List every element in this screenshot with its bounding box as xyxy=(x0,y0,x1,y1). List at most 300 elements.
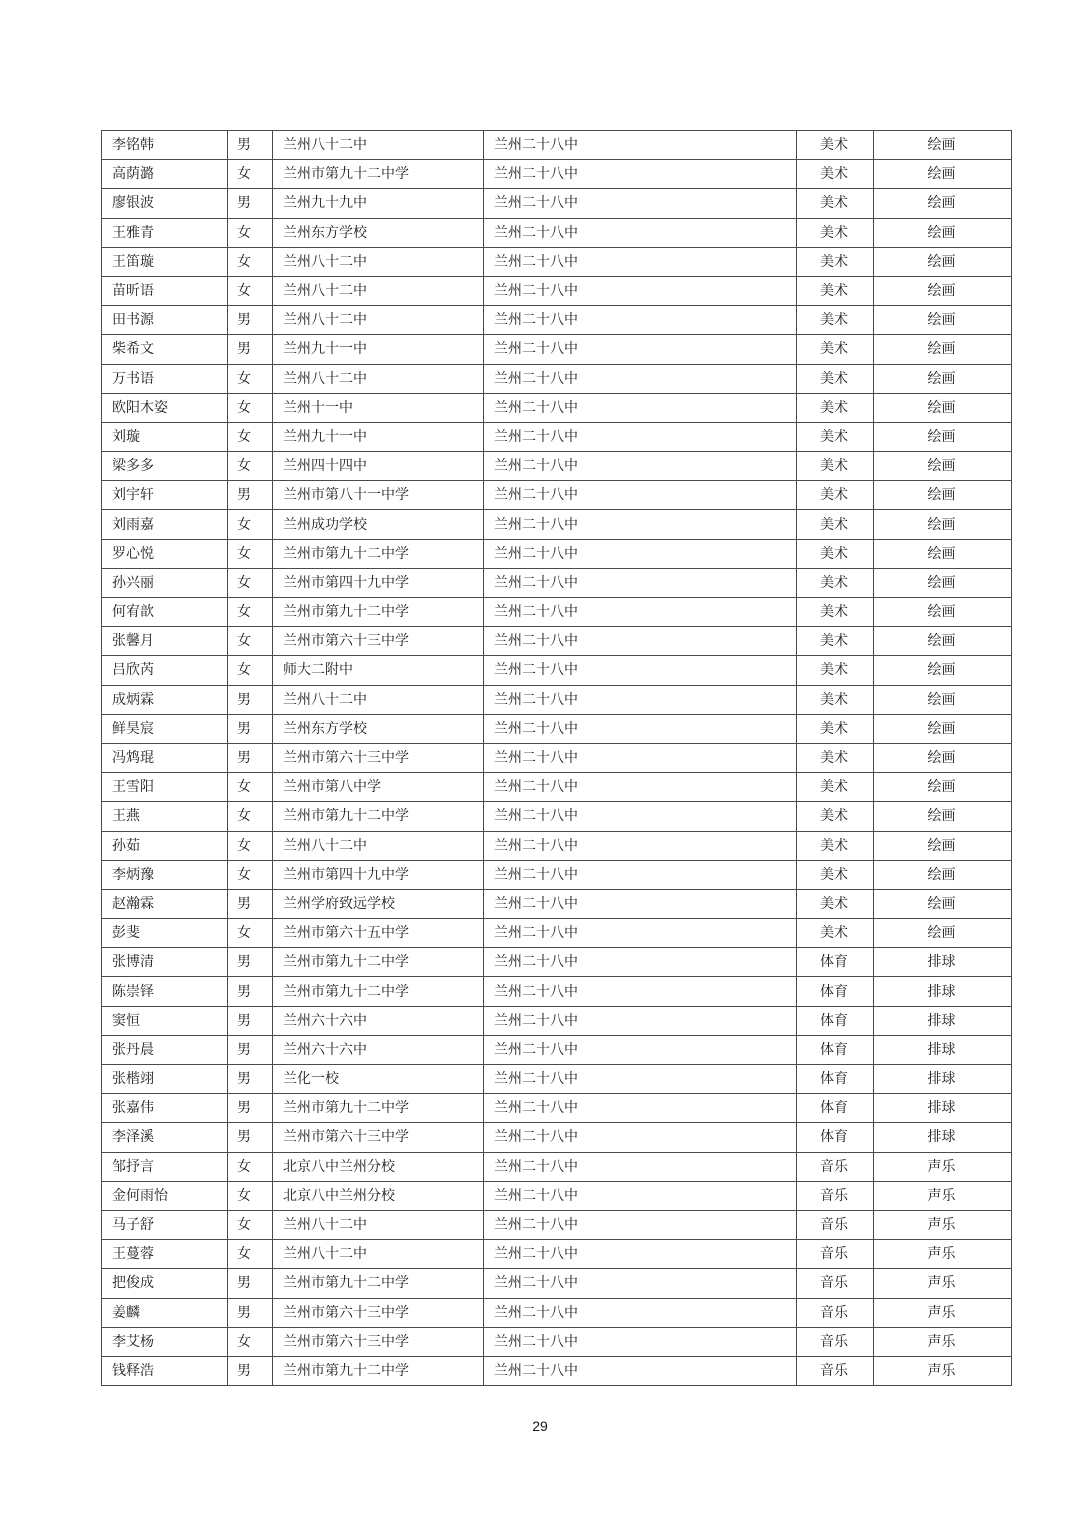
cell-graduating-school: 兰州东方学校 xyxy=(273,218,484,247)
table-row xyxy=(102,889,1012,918)
cell-admitted-school: 兰州二十八中 xyxy=(484,1094,797,1123)
cell-graduating-school: 兰州九十一中 xyxy=(273,422,484,451)
cell-category: 体育 xyxy=(797,1035,874,1064)
cell-gender: 男 xyxy=(228,1269,273,1298)
cell-category: 音乐 xyxy=(797,1269,874,1298)
cell-student-name: 金何雨怡 xyxy=(102,1181,228,1210)
cell-graduating-school: 兰州市第九十二中学 xyxy=(273,802,484,831)
cell-gender: 女 xyxy=(228,276,273,305)
cell-admitted-school: 兰州二十八中 xyxy=(484,131,797,160)
cell-specialty-item: 绘画 xyxy=(874,422,1012,451)
cell-graduating-school: 兰州六十六中 xyxy=(273,1035,484,1064)
cell-category: 美术 xyxy=(797,568,874,597)
cell-admitted-school: 兰州二十八中 xyxy=(484,276,797,305)
table-row xyxy=(102,714,1012,743)
cell-gender: 男 xyxy=(228,1356,273,1385)
cell-admitted-school: 兰州二十八中 xyxy=(484,598,797,627)
cell-category: 美术 xyxy=(797,306,874,335)
cell-gender: 女 xyxy=(228,773,273,802)
cell-gender: 女 xyxy=(228,160,273,189)
cell-gender: 男 xyxy=(228,948,273,977)
cell-specialty-item: 排球 xyxy=(874,1006,1012,1035)
cell-graduating-school: 兰州市第九十二中学 xyxy=(273,977,484,1006)
cell-specialty-item: 绘画 xyxy=(874,510,1012,539)
cell-category: 美术 xyxy=(797,743,874,772)
cell-specialty-item: 绘画 xyxy=(874,860,1012,889)
table-row xyxy=(102,1356,1012,1385)
cell-student-name: 张楷翊 xyxy=(102,1065,228,1094)
cell-gender: 女 xyxy=(228,247,273,276)
cell-graduating-school: 兰州市第六十三中学 xyxy=(273,627,484,656)
cell-category: 体育 xyxy=(797,1123,874,1152)
cell-student-name: 欧阳木姿 xyxy=(102,393,228,422)
cell-category: 美术 xyxy=(797,189,874,218)
cell-graduating-school: 兰州六十六中 xyxy=(273,1006,484,1035)
cell-specialty-item: 排球 xyxy=(874,977,1012,1006)
table-row xyxy=(102,1006,1012,1035)
cell-category: 美术 xyxy=(797,860,874,889)
cell-graduating-school: 兰州市第八中学 xyxy=(273,773,484,802)
cell-gender: 女 xyxy=(228,539,273,568)
cell-student-name: 万书语 xyxy=(102,364,228,393)
cell-student-name: 田书源 xyxy=(102,306,228,335)
cell-graduating-school: 兰州八十二中 xyxy=(273,276,484,305)
cell-category: 美术 xyxy=(797,276,874,305)
cell-gender: 男 xyxy=(228,1123,273,1152)
table-row xyxy=(102,247,1012,276)
cell-gender: 女 xyxy=(228,656,273,685)
cell-student-name: 窦恒 xyxy=(102,1006,228,1035)
cell-gender: 男 xyxy=(228,889,273,918)
cell-gender: 女 xyxy=(228,919,273,948)
cell-admitted-school: 兰州二十八中 xyxy=(484,860,797,889)
cell-admitted-school: 兰州二十八中 xyxy=(484,1123,797,1152)
cell-admitted-school: 兰州二十八中 xyxy=(484,1269,797,1298)
cell-student-name: 王燕 xyxy=(102,802,228,831)
student-roster-table xyxy=(101,130,1012,1386)
cell-student-name: 李泽溪 xyxy=(102,1123,228,1152)
cell-student-name: 张馨月 xyxy=(102,627,228,656)
cell-category: 美术 xyxy=(797,889,874,918)
table-row xyxy=(102,510,1012,539)
cell-student-name: 姜麟 xyxy=(102,1298,228,1327)
cell-gender: 男 xyxy=(228,131,273,160)
cell-admitted-school: 兰州二十八中 xyxy=(484,247,797,276)
cell-admitted-school: 兰州二十八中 xyxy=(484,1327,797,1356)
cell-specialty-item: 绘画 xyxy=(874,131,1012,160)
cell-specialty-item: 绘画 xyxy=(874,627,1012,656)
cell-specialty-item: 绘画 xyxy=(874,568,1012,597)
cell-admitted-school: 兰州二十八中 xyxy=(484,393,797,422)
cell-gender: 女 xyxy=(228,393,273,422)
cell-gender: 女 xyxy=(228,364,273,393)
cell-specialty-item: 绘画 xyxy=(874,218,1012,247)
cell-specialty-item: 声乐 xyxy=(874,1327,1012,1356)
table-row xyxy=(102,276,1012,305)
cell-gender: 男 xyxy=(228,1298,273,1327)
cell-student-name: 彭斐 xyxy=(102,919,228,948)
cell-category: 美术 xyxy=(797,685,874,714)
cell-category: 美术 xyxy=(797,335,874,364)
roster-table-body xyxy=(102,131,1012,1386)
table-row xyxy=(102,743,1012,772)
cell-student-name: 钱释浩 xyxy=(102,1356,228,1385)
cell-gender: 男 xyxy=(228,189,273,218)
cell-specialty-item: 绘画 xyxy=(874,364,1012,393)
cell-admitted-school: 兰州二十八中 xyxy=(484,481,797,510)
cell-category: 体育 xyxy=(797,1006,874,1035)
table-row xyxy=(102,218,1012,247)
cell-specialty-item: 绘画 xyxy=(874,831,1012,860)
cell-category: 音乐 xyxy=(797,1356,874,1385)
cell-specialty-item: 声乐 xyxy=(874,1210,1012,1239)
table-row xyxy=(102,1035,1012,1064)
cell-admitted-school: 兰州二十八中 xyxy=(484,452,797,481)
table-row xyxy=(102,422,1012,451)
cell-student-name: 梁多多 xyxy=(102,452,228,481)
cell-specialty-item: 声乐 xyxy=(874,1356,1012,1385)
cell-student-name: 成炳霖 xyxy=(102,685,228,714)
cell-category: 体育 xyxy=(797,1094,874,1123)
cell-gender: 男 xyxy=(228,1035,273,1064)
cell-category: 美术 xyxy=(797,919,874,948)
cell-category: 美术 xyxy=(797,714,874,743)
table-row xyxy=(102,977,1012,1006)
cell-category: 体育 xyxy=(797,977,874,1006)
cell-graduating-school: 兰州十一中 xyxy=(273,393,484,422)
cell-student-name: 张博清 xyxy=(102,948,228,977)
cell-student-name: 李铭韩 xyxy=(102,131,228,160)
cell-admitted-school: 兰州二十八中 xyxy=(484,568,797,597)
cell-gender: 男 xyxy=(228,481,273,510)
cell-graduating-school: 兰州市第九十二中学 xyxy=(273,1094,484,1123)
table-row xyxy=(102,948,1012,977)
cell-admitted-school: 兰州二十八中 xyxy=(484,1152,797,1181)
cell-specialty-item: 排球 xyxy=(874,1035,1012,1064)
cell-student-name: 何宥歆 xyxy=(102,598,228,627)
cell-admitted-school: 兰州二十八中 xyxy=(484,539,797,568)
table-row xyxy=(102,1094,1012,1123)
cell-admitted-school: 兰州二十八中 xyxy=(484,306,797,335)
cell-specialty-item: 排球 xyxy=(874,948,1012,977)
cell-category: 美术 xyxy=(797,160,874,189)
cell-student-name: 马子舒 xyxy=(102,1210,228,1239)
cell-graduating-school: 兰州市第四十九中学 xyxy=(273,860,484,889)
cell-category: 美术 xyxy=(797,627,874,656)
cell-graduating-school: 兰州八十二中 xyxy=(273,247,484,276)
cell-specialty-item: 绘画 xyxy=(874,919,1012,948)
cell-category: 音乐 xyxy=(797,1181,874,1210)
table-row xyxy=(102,1065,1012,1094)
cell-category: 美术 xyxy=(797,656,874,685)
cell-admitted-school: 兰州二十八中 xyxy=(484,1356,797,1385)
cell-specialty-item: 声乐 xyxy=(874,1181,1012,1210)
cell-graduating-school: 兰州八十二中 xyxy=(273,1240,484,1269)
table-row xyxy=(102,1181,1012,1210)
cell-student-name: 张嘉伟 xyxy=(102,1094,228,1123)
table-row xyxy=(102,481,1012,510)
cell-student-name: 李艾杨 xyxy=(102,1327,228,1356)
cell-student-name: 罗心悦 xyxy=(102,539,228,568)
cell-student-name: 李炳豫 xyxy=(102,860,228,889)
cell-specialty-item: 绘画 xyxy=(874,160,1012,189)
cell-gender: 男 xyxy=(228,1006,273,1035)
cell-specialty-item: 绘画 xyxy=(874,802,1012,831)
cell-graduating-school: 兰州市第九十二中学 xyxy=(273,160,484,189)
cell-student-name: 孙兴丽 xyxy=(102,568,228,597)
cell-admitted-school: 兰州二十八中 xyxy=(484,1065,797,1094)
cell-student-name: 鲜昊宸 xyxy=(102,714,228,743)
table-row xyxy=(102,627,1012,656)
cell-admitted-school: 兰州二十八中 xyxy=(484,160,797,189)
cell-graduating-school: 兰州八十二中 xyxy=(273,364,484,393)
cell-gender: 女 xyxy=(228,831,273,860)
cell-admitted-school: 兰州二十八中 xyxy=(484,948,797,977)
table-row xyxy=(102,1240,1012,1269)
cell-graduating-school: 北京八中兰州分校 xyxy=(273,1181,484,1210)
cell-graduating-school: 兰州市第六十三中学 xyxy=(273,1327,484,1356)
cell-admitted-school: 兰州二十八中 xyxy=(484,1006,797,1035)
cell-category: 音乐 xyxy=(797,1298,874,1327)
table-row xyxy=(102,306,1012,335)
cell-category: 美术 xyxy=(797,802,874,831)
table-row xyxy=(102,831,1012,860)
table-row xyxy=(102,1123,1012,1152)
cell-graduating-school: 兰州成功学校 xyxy=(273,510,484,539)
cell-category: 美术 xyxy=(797,773,874,802)
cell-graduating-school: 兰州八十二中 xyxy=(273,831,484,860)
cell-specialty-item: 绘画 xyxy=(874,247,1012,276)
cell-student-name: 高荫潞 xyxy=(102,160,228,189)
cell-category: 美术 xyxy=(797,481,874,510)
cell-category: 音乐 xyxy=(797,1152,874,1181)
cell-admitted-school: 兰州二十八中 xyxy=(484,1035,797,1064)
cell-graduating-school: 兰州八十二中 xyxy=(273,131,484,160)
cell-category: 音乐 xyxy=(797,1327,874,1356)
cell-gender: 女 xyxy=(228,218,273,247)
cell-admitted-school: 兰州二十八中 xyxy=(484,218,797,247)
table-row xyxy=(102,335,1012,364)
cell-graduating-school: 兰州市第六十五中学 xyxy=(273,919,484,948)
table-row xyxy=(102,860,1012,889)
cell-graduating-school: 兰州市第九十二中学 xyxy=(273,539,484,568)
cell-gender: 男 xyxy=(228,977,273,1006)
cell-category: 美术 xyxy=(797,422,874,451)
cell-admitted-school: 兰州二十八中 xyxy=(484,743,797,772)
cell-specialty-item: 声乐 xyxy=(874,1298,1012,1327)
cell-specialty-item: 绘画 xyxy=(874,481,1012,510)
cell-student-name: 王雅青 xyxy=(102,218,228,247)
cell-graduating-school: 兰州九十一中 xyxy=(273,335,484,364)
table-row xyxy=(102,1327,1012,1356)
cell-admitted-school: 兰州二十八中 xyxy=(484,656,797,685)
cell-category: 美术 xyxy=(797,364,874,393)
cell-admitted-school: 兰州二十八中 xyxy=(484,335,797,364)
cell-category: 美术 xyxy=(797,539,874,568)
cell-specialty-item: 绘画 xyxy=(874,335,1012,364)
cell-category: 美术 xyxy=(797,831,874,860)
cell-gender: 女 xyxy=(228,1181,273,1210)
cell-gender: 女 xyxy=(228,1240,273,1269)
cell-admitted-school: 兰州二十八中 xyxy=(484,773,797,802)
cell-gender: 男 xyxy=(228,714,273,743)
cell-admitted-school: 兰州二十八中 xyxy=(484,1210,797,1239)
cell-gender: 男 xyxy=(228,1065,273,1094)
table-row xyxy=(102,1152,1012,1181)
cell-graduating-school: 兰州学府致远学校 xyxy=(273,889,484,918)
cell-graduating-school: 兰州八十二中 xyxy=(273,306,484,335)
cell-specialty-item: 绘画 xyxy=(874,189,1012,218)
cell-graduating-school: 兰州市第九十二中学 xyxy=(273,598,484,627)
cell-specialty-item: 声乐 xyxy=(874,1269,1012,1298)
table-row xyxy=(102,1210,1012,1239)
table-row xyxy=(102,539,1012,568)
cell-admitted-school: 兰州二十八中 xyxy=(484,189,797,218)
cell-graduating-school: 兰州市第六十三中学 xyxy=(273,743,484,772)
cell-admitted-school: 兰州二十八中 xyxy=(484,802,797,831)
cell-admitted-school: 兰州二十八中 xyxy=(484,919,797,948)
table-row xyxy=(102,393,1012,422)
table-row xyxy=(102,685,1012,714)
cell-gender: 女 xyxy=(228,510,273,539)
cell-category: 美术 xyxy=(797,598,874,627)
cell-student-name: 陈崇铎 xyxy=(102,977,228,1006)
cell-category: 美术 xyxy=(797,247,874,276)
cell-gender: 男 xyxy=(228,1094,273,1123)
table-row xyxy=(102,364,1012,393)
cell-specialty-item: 绘画 xyxy=(874,889,1012,918)
cell-student-name: 王蔓蓉 xyxy=(102,1240,228,1269)
table-row xyxy=(102,1298,1012,1327)
cell-admitted-school: 兰州二十八中 xyxy=(484,364,797,393)
cell-specialty-item: 绘画 xyxy=(874,714,1012,743)
cell-category: 美术 xyxy=(797,452,874,481)
cell-student-name: 张丹晨 xyxy=(102,1035,228,1064)
cell-category: 美术 xyxy=(797,393,874,422)
cell-category: 音乐 xyxy=(797,1210,874,1239)
cell-graduating-school: 兰州市第九十二中学 xyxy=(273,948,484,977)
table-row xyxy=(102,919,1012,948)
cell-student-name: 廖银波 xyxy=(102,189,228,218)
cell-specialty-item: 绘画 xyxy=(874,685,1012,714)
cell-category: 美术 xyxy=(797,510,874,539)
cell-specialty-item: 排球 xyxy=(874,1123,1012,1152)
cell-specialty-item: 排球 xyxy=(874,1065,1012,1094)
cell-specialty-item: 绘画 xyxy=(874,773,1012,802)
cell-specialty-item: 绘画 xyxy=(874,276,1012,305)
cell-category: 体育 xyxy=(797,948,874,977)
cell-specialty-item: 绘画 xyxy=(874,452,1012,481)
cell-student-name: 刘雨嘉 xyxy=(102,510,228,539)
cell-admitted-school: 兰州二十八中 xyxy=(484,714,797,743)
cell-specialty-item: 绘画 xyxy=(874,539,1012,568)
cell-admitted-school: 兰州二十八中 xyxy=(484,831,797,860)
table-row xyxy=(102,131,1012,160)
cell-graduating-school: 兰州东方学校 xyxy=(273,714,484,743)
table-row xyxy=(102,160,1012,189)
cell-gender: 女 xyxy=(228,802,273,831)
cell-student-name: 吕欣芮 xyxy=(102,656,228,685)
cell-student-name: 冯鸩琨 xyxy=(102,743,228,772)
table-row xyxy=(102,598,1012,627)
cell-admitted-school: 兰州二十八中 xyxy=(484,627,797,656)
cell-graduating-school: 兰州市第八十一中学 xyxy=(273,481,484,510)
cell-specialty-item: 绘画 xyxy=(874,306,1012,335)
cell-graduating-school: 兰州市第九十二中学 xyxy=(273,1356,484,1385)
cell-graduating-school: 兰州市第六十三中学 xyxy=(273,1123,484,1152)
cell-gender: 女 xyxy=(228,568,273,597)
cell-student-name: 王笛璇 xyxy=(102,247,228,276)
cell-gender: 男 xyxy=(228,335,273,364)
cell-graduating-school: 北京八中兰州分校 xyxy=(273,1152,484,1181)
cell-student-name: 邹抒言 xyxy=(102,1152,228,1181)
cell-admitted-school: 兰州二十八中 xyxy=(484,1240,797,1269)
cell-specialty-item: 绘画 xyxy=(874,656,1012,685)
cell-admitted-school: 兰州二十八中 xyxy=(484,977,797,1006)
cell-category: 音乐 xyxy=(797,1240,874,1269)
cell-graduating-school: 兰州九十九中 xyxy=(273,189,484,218)
cell-gender: 女 xyxy=(228,627,273,656)
cell-gender: 女 xyxy=(228,1327,273,1356)
table-row xyxy=(102,773,1012,802)
cell-gender: 女 xyxy=(228,598,273,627)
cell-student-name: 刘璇 xyxy=(102,422,228,451)
cell-student-name: 王雪阳 xyxy=(102,773,228,802)
cell-gender: 男 xyxy=(228,685,273,714)
cell-admitted-school: 兰州二十八中 xyxy=(484,685,797,714)
cell-graduating-school: 师大二附中 xyxy=(273,656,484,685)
cell-graduating-school: 兰化一校 xyxy=(273,1065,484,1094)
cell-category: 美术 xyxy=(797,131,874,160)
cell-gender: 女 xyxy=(228,422,273,451)
cell-admitted-school: 兰州二十八中 xyxy=(484,510,797,539)
cell-graduating-school: 兰州市第九十二中学 xyxy=(273,1269,484,1298)
table-row xyxy=(102,656,1012,685)
table-row xyxy=(102,802,1012,831)
cell-student-name: 把俊成 xyxy=(102,1269,228,1298)
cell-gender: 男 xyxy=(228,743,273,772)
cell-graduating-school: 兰州市第六十三中学 xyxy=(273,1298,484,1327)
cell-student-name: 赵瀚霖 xyxy=(102,889,228,918)
cell-specialty-item: 声乐 xyxy=(874,1152,1012,1181)
page-number: 29 xyxy=(532,1418,548,1434)
cell-student-name: 刘宇轩 xyxy=(102,481,228,510)
cell-gender: 女 xyxy=(228,452,273,481)
cell-admitted-school: 兰州二十八中 xyxy=(484,889,797,918)
cell-graduating-school: 兰州八十二中 xyxy=(273,685,484,714)
table-row xyxy=(102,452,1012,481)
cell-admitted-school: 兰州二十八中 xyxy=(484,422,797,451)
cell-admitted-school: 兰州二十八中 xyxy=(484,1298,797,1327)
cell-specialty-item: 绘画 xyxy=(874,743,1012,772)
cell-specialty-item: 声乐 xyxy=(874,1240,1012,1269)
cell-gender: 女 xyxy=(228,1152,273,1181)
cell-specialty-item: 绘画 xyxy=(874,598,1012,627)
cell-specialty-item: 绘画 xyxy=(874,393,1012,422)
table-row xyxy=(102,189,1012,218)
cell-graduating-school: 兰州八十二中 xyxy=(273,1210,484,1239)
cell-admitted-school: 兰州二十八中 xyxy=(484,1181,797,1210)
cell-student-name: 孙茹 xyxy=(102,831,228,860)
cell-gender: 女 xyxy=(228,1210,273,1239)
cell-specialty-item: 排球 xyxy=(874,1094,1012,1123)
cell-graduating-school: 兰州四十四中 xyxy=(273,452,484,481)
table-row xyxy=(102,568,1012,597)
cell-student-name: 柴希文 xyxy=(102,335,228,364)
cell-gender: 女 xyxy=(228,860,273,889)
cell-student-name: 苗昕语 xyxy=(102,276,228,305)
cell-category: 体育 xyxy=(797,1065,874,1094)
